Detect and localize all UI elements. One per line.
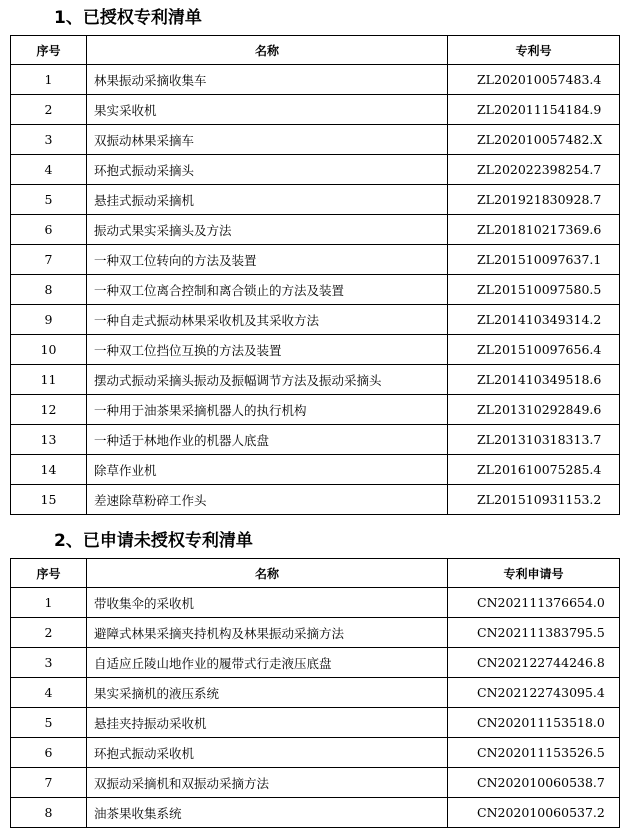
patent-number: ZL201610075285.4 [448, 455, 620, 485]
header-serial-no: 序号 [11, 36, 87, 65]
patent-name: 摆动式振动采摘头振动及振幅调节方法及振动采摘头 [87, 365, 448, 395]
table-row [11, 395, 620, 425]
serial-no: 2 [11, 95, 87, 125]
serial-no: 6 [11, 738, 87, 768]
section-title-pending: 2、已申请未授权专利清单 [54, 531, 253, 551]
header-name: 名称 [87, 36, 448, 65]
table-row [11, 738, 620, 768]
table-row [11, 588, 620, 618]
table-row [11, 798, 620, 828]
serial-no: 10 [11, 335, 87, 365]
table-row [11, 455, 620, 485]
patent-name: 一种双工位离合控制和离合锁止的方法及装置 [87, 275, 448, 305]
table-row [11, 305, 620, 335]
patent-name: 一种双工位挡位互换的方法及装置 [87, 335, 448, 365]
serial-no: 3 [11, 125, 87, 155]
application-number: CN202111376654.0 [448, 588, 620, 618]
patent-number: ZL201310318313.7 [448, 425, 620, 455]
header-application-number: 专利申请号 [448, 559, 620, 588]
table-header-row [11, 559, 620, 588]
patent-name: 振动式果实采摘头及方法 [87, 215, 448, 245]
application-number: CN202122744246.8 [448, 648, 620, 678]
serial-no: 7 [11, 768, 87, 798]
table-row [11, 155, 620, 185]
table-row [11, 618, 620, 648]
table-row [11, 425, 620, 455]
serial-no: 7 [11, 245, 87, 275]
serial-no: 13 [11, 425, 87, 455]
table-row [11, 648, 620, 678]
patent-name: 自适应丘陵山地作业的履带式行走液压底盘 [87, 648, 448, 678]
serial-no: 12 [11, 395, 87, 425]
pending-patents-table [10, 558, 620, 828]
table-row [11, 335, 620, 365]
serial-no: 5 [11, 185, 87, 215]
patent-number: ZL201510931153.2 [448, 485, 620, 515]
patent-number: ZL202011154184.9 [448, 95, 620, 125]
patent-name: 双振动采摘机和双振动采摘方法 [87, 768, 448, 798]
serial-no: 4 [11, 155, 87, 185]
table-header-row [11, 36, 620, 65]
patent-number: ZL201310292849.6 [448, 395, 620, 425]
patent-number: ZL201921830928.7 [448, 185, 620, 215]
serial-no: 1 [11, 65, 87, 95]
table-row [11, 125, 620, 155]
table-row [11, 245, 620, 275]
patent-name: 双振动林果采摘车 [87, 125, 448, 155]
header-name: 名称 [87, 559, 448, 588]
patent-number: ZL201810217369.6 [448, 215, 620, 245]
serial-no: 1 [11, 588, 87, 618]
table-row [11, 185, 620, 215]
section-title-granted: 1、已授权专利清单 [54, 8, 202, 28]
serial-no: 14 [11, 455, 87, 485]
patent-name: 油茶果收集系统 [87, 798, 448, 828]
table-row [11, 215, 620, 245]
serial-no: 2 [11, 618, 87, 648]
serial-no: 6 [11, 215, 87, 245]
serial-no: 8 [11, 275, 87, 305]
patent-name: 一种用于油茶果采摘机器人的执行机构 [87, 395, 448, 425]
patent-number: ZL201510097580.5 [448, 275, 620, 305]
serial-no: 9 [11, 305, 87, 335]
table-row [11, 275, 620, 305]
application-number: CN202122743095.4 [448, 678, 620, 708]
table-row [11, 365, 620, 395]
patent-number: ZL202010057483.4 [448, 65, 620, 95]
serial-no: 11 [11, 365, 87, 395]
table-row [11, 65, 620, 95]
application-number: CN202010060538.7 [448, 768, 620, 798]
header-serial-no: 序号 [11, 559, 87, 588]
patent-number: ZL201510097637.1 [448, 245, 620, 275]
patent-name: 悬挂式振动采摘机 [87, 185, 448, 215]
patent-name: 林果振动采摘收集车 [87, 65, 448, 95]
application-number: CN202011153518.0 [448, 708, 620, 738]
application-number: CN202010060537.2 [448, 798, 620, 828]
patent-name: 果实采摘机的液压系统 [87, 678, 448, 708]
serial-no: 5 [11, 708, 87, 738]
patent-name: 避障式林果采摘夹持机构及林果振动采摘方法 [87, 618, 448, 648]
patent-name: 悬挂夹持振动采收机 [87, 708, 448, 738]
patent-number: ZL201510097656.4 [448, 335, 620, 365]
patent-name: 环抱式振动采摘头 [87, 155, 448, 185]
serial-no: 15 [11, 485, 87, 515]
patent-name: 一种自走式振动林果采收机及其采收方法 [87, 305, 448, 335]
serial-no: 4 [11, 678, 87, 708]
table-row [11, 485, 620, 515]
patent-name: 差速除草粉碎工作头 [87, 485, 448, 515]
patent-number: ZL201410349518.6 [448, 365, 620, 395]
header-patent-number: 专利号 [448, 36, 620, 65]
granted-patents-table [10, 35, 620, 515]
serial-no: 3 [11, 648, 87, 678]
application-number: CN202111383795.5 [448, 618, 620, 648]
patent-name: 一种适于林地作业的机器人底盘 [87, 425, 448, 455]
serial-no: 8 [11, 798, 87, 828]
patent-name: 除草作业机 [87, 455, 448, 485]
patent-name: 果实采收机 [87, 95, 448, 125]
table-row [11, 678, 620, 708]
patent-name: 一种双工位转向的方法及装置 [87, 245, 448, 275]
patent-name: 环抱式振动采收机 [87, 738, 448, 768]
table-row [11, 95, 620, 125]
patent-name: 带收集伞的采收机 [87, 588, 448, 618]
table-row [11, 708, 620, 738]
patent-number: ZL201410349314.2 [448, 305, 620, 335]
patent-number: ZL202022398254.7 [448, 155, 620, 185]
table-row [11, 768, 620, 798]
application-number: CN202011153526.5 [448, 738, 620, 768]
patent-number: ZL202010057482.X [448, 125, 620, 155]
